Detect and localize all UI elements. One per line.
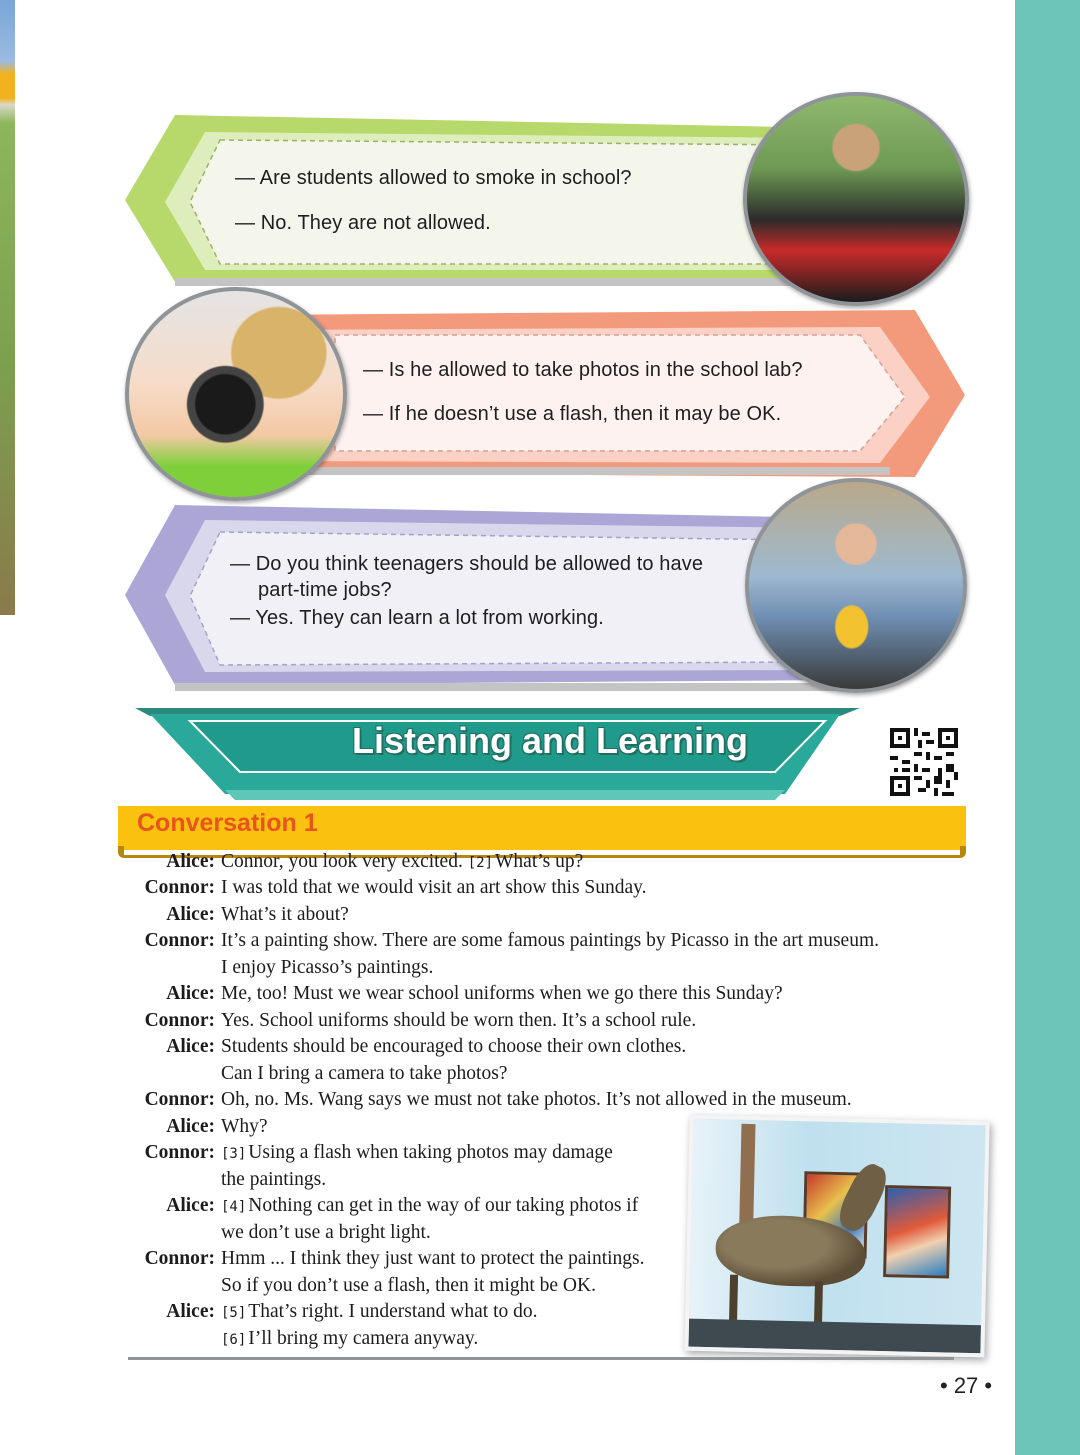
museum-goat-sculpture-photo [684,1115,989,1358]
page-number: • 27 • [940,1373,993,1398]
conversation-title: Conversation 1 [137,809,318,837]
line-text: I was told that we would visit an art show this Sunday. [221,877,647,898]
qr-code[interactable] [890,728,958,796]
speaker: Alice: [166,1036,215,1057]
line-text: the paintings. [221,1169,327,1190]
banner-answer: — Yes. They can learn a lot from working. [230,607,604,629]
speaker: Alice: [166,851,215,872]
line-number: [2] [467,855,494,871]
line-text: Me, too! Must we wear school uniforms when we go there this Sunday? [221,983,783,1004]
speaker: Connor: [144,930,215,951]
line-text: Yes. School uniforms should be worn then. It’s a school rule. [221,1010,697,1031]
line-text: Why? [221,1116,268,1137]
speaker: Connor: [144,1089,215,1110]
banner-question-continued: part-time jobs? [258,579,392,601]
banner-answer: — No. They are not allowed. [235,212,491,234]
line-text: Students should be encouraged to choose their own clothes. [221,1036,687,1057]
line-text: Can I bring a camera to take photos? [221,1063,508,1084]
line-text: Hmm ... I think they just want to protect the paintings. [221,1248,645,1269]
banner-question: — Are students allowed to smoke in school? [235,167,632,189]
line-number: [4] [221,1199,247,1215]
speaker: Alice: [166,904,215,925]
line-text: It’s a painting show. There are some famous paintings by Picasso in the art museum. [221,930,880,951]
left-photo-edge [0,0,15,615]
line-text: What’s it about? [221,904,349,925]
line-text: [4] Nothing can get in the way of our taking photos if [221,1195,639,1216]
waitresses-photo [745,478,967,693]
speaker: Alice: [166,983,215,1004]
banner-question: — Do you think teenagers should be allowed to have [230,553,704,575]
right-margin-strip [1015,0,1080,1455]
line-text: I enjoy Picasso’s paintings. [221,957,434,978]
banner-question: — Is he allowed to take photos in the school lab? [363,359,803,381]
speaker: Alice: [166,1195,215,1216]
line-text: [6] I’ll bring my camera anyway. [221,1328,479,1349]
boy-with-camera-photo [125,287,347,501]
line-text: Oh, no. Ms. Wang says we must not take photos. It’s not allowed in the museum. [221,1089,852,1110]
line-text: Connor, you look very excited. [2] What’s up? [221,851,584,872]
line-text: we don’t use a bright light. [221,1222,431,1243]
banner-camera [250,305,970,485]
banner-answer: — If he doesn’t use a flash, then it may be OK. [363,403,782,425]
banner-shape [250,305,970,485]
speaker: Connor: [144,1010,215,1031]
line-text: So if you don’t use a flash, then it might be OK. [221,1275,596,1296]
line-text: [5] That’s right. I understand what to do. [221,1301,538,1322]
line-number: [6] [221,1332,247,1348]
section-title: Listening and Learning [351,720,749,761]
speaker: Connor: [144,1248,215,1269]
line-number: [3] [221,1146,247,1162]
bottom-rule [128,1357,954,1360]
speaker: Alice: [166,1301,215,1322]
speaker: Connor: [144,877,215,898]
students-smoking-photo [743,92,969,306]
line-number: [5] [221,1305,247,1321]
line-text: [3] Using a flash when taking photos may damage [221,1142,613,1163]
speaker: Connor: [144,1142,215,1163]
speaker: Alice: [166,1116,215,1137]
